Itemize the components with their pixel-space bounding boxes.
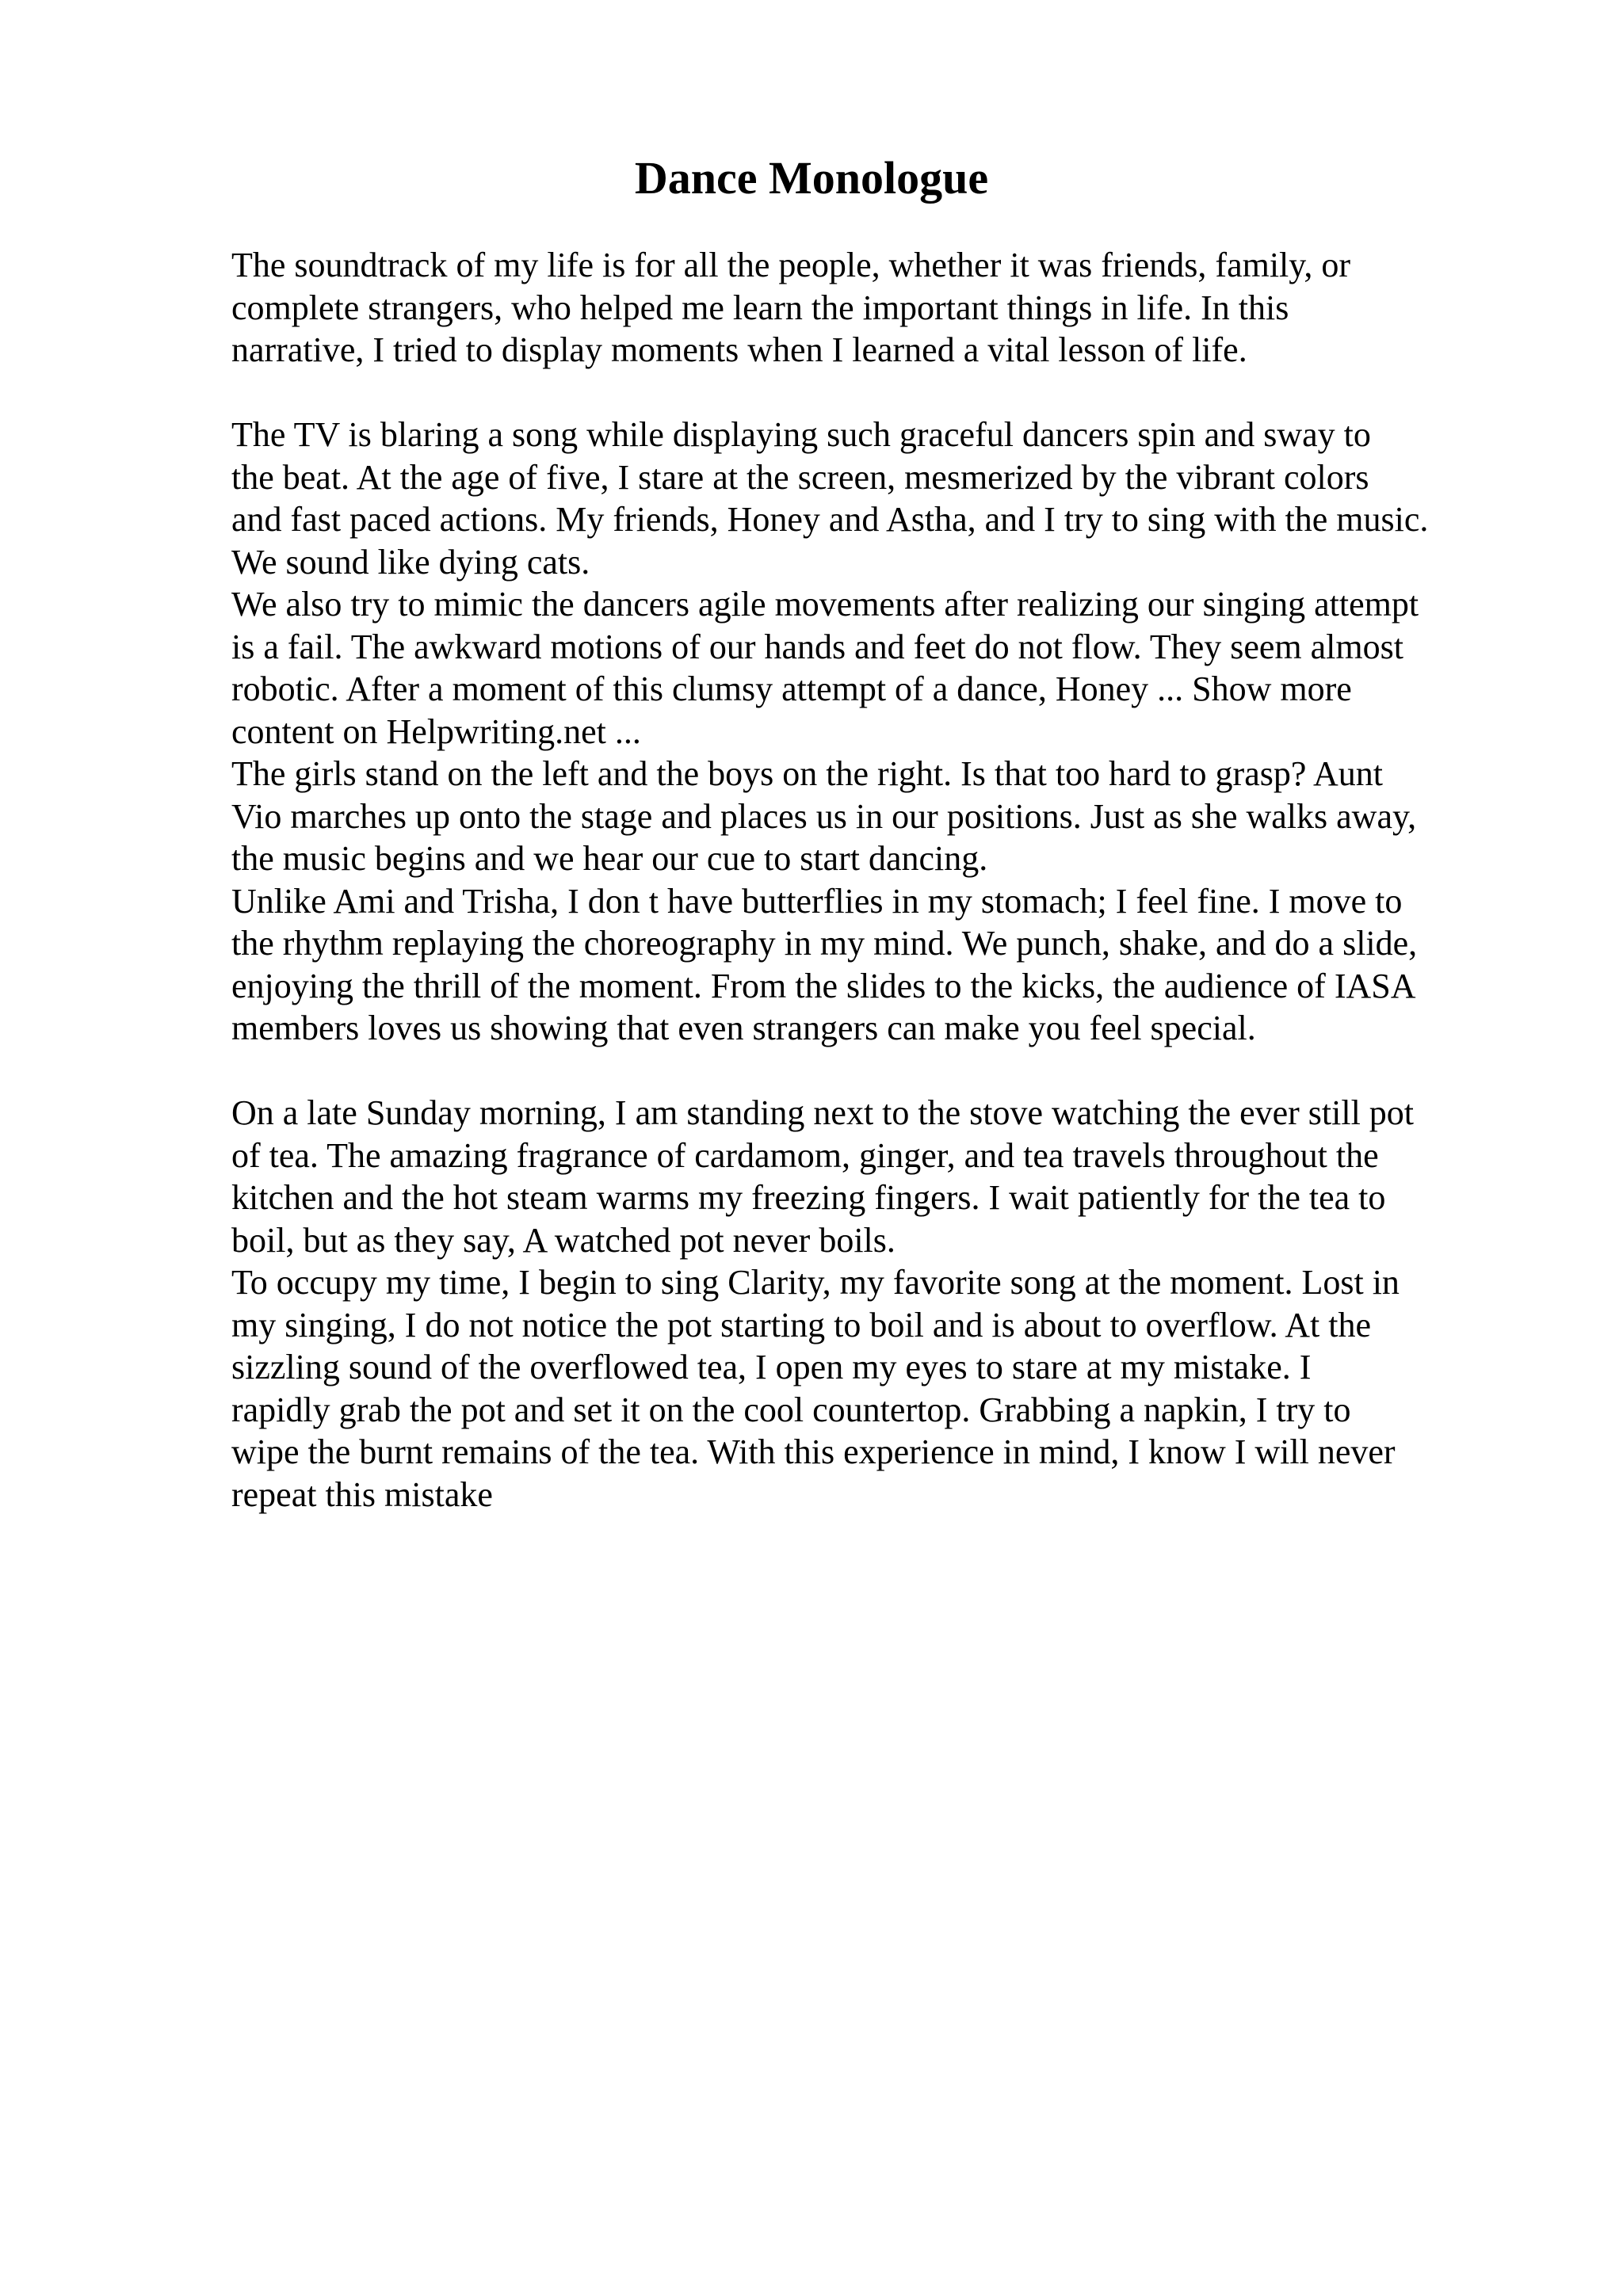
text-line: enjoying the thrill of the moment. From the slides to the kicks, the audience of IASA: [231, 966, 1416, 1005]
paragraph-gap: [231, 1050, 1515, 1093]
text-line: the rhythm replaying the choreography in my mind. We punch, shake, and do a slide,: [231, 924, 1418, 963]
text-line: of tea. The amazing fragrance of cardamom, ginger, and tea travels throughout the: [231, 1135, 1379, 1175]
text-line: On a late Sunday morning, I am standing next to the stove watching the ever still pot: [231, 1093, 1415, 1132]
text-line: The girls stand on the left and the boys on the right. Is that too hard to grasp? Aunt: [231, 754, 1383, 793]
text-line: The TV is blaring a song while displaying such graceful dancers spin and sway to: [231, 415, 1371, 454]
text-line: the music begins and we hear our cue to start dancing.: [231, 839, 988, 878]
text-line: wipe the burnt remains of the tea. With this experience in mind, I know I will never: [231, 1432, 1396, 1471]
text-line: and fast paced actions. My friends, Honey and Astha, and I try to sing with the music.: [231, 500, 1429, 539]
text-line: content on Helpwriting.net ...: [231, 711, 641, 751]
document-title: Dance Monologue: [634, 152, 989, 204]
text-line: rapidly grab the pot and set it on the cool countertop. Grabbing a napkin, I try to: [231, 1390, 1351, 1429]
text-line: the beat. At the age of five, I stare at the screen, mesmerized by the vibrant colors: [231, 457, 1369, 497]
text-line: members loves us showing that even strangers can make you feel special.: [231, 1009, 1256, 1047]
text-line: To occupy my time, I begin to sing Clarity, my favorite song at the moment. Lost in: [231, 1263, 1400, 1302]
text-line: sizzling sound of the overflowed tea, I open my eyes to stare at my mistake. I: [231, 1348, 1312, 1386]
text-line: is a fail. The awkward motions of our hands and feet do not flow. They seem almost: [231, 627, 1403, 666]
text-line: narrative, I tried to display moments when I learned a vital lesson of life.: [231, 330, 1247, 369]
document-body: [231, 244, 1515, 1516]
text-line: my singing, I do not notice the pot starting to boil and is about to overflow. At the: [231, 1305, 1371, 1344]
text-line: The soundtrack of my life is for all the people, whether it was friends, family, or: [231, 246, 1351, 284]
text-line: Vio marches up onto the stage and places us in our positions. Just as she walks away,: [231, 796, 1417, 836]
text-line: boil, but as they say, A watched pot never boils.: [231, 1220, 896, 1260]
text-line: kitchen and the hot steam warms my freezing fingers. I wait patiently for the tea to: [231, 1178, 1386, 1217]
text-line: We sound like dying cats.: [231, 542, 590, 582]
text-line: repeat this mistake: [231, 1474, 493, 1514]
text-line: robotic. After a moment of this clumsy attempt of a dance, Honey ... Show more: [231, 669, 1352, 708]
text-line: complete strangers, who helped me learn the important things in life. In this: [231, 288, 1289, 327]
text-line: Unlike Ami and Trisha, I don t have butterflies in my stomach; I feel fine. I move to: [231, 881, 1403, 921]
text-line: We also try to mimic the dancers agile movements after realizing our singing attempt: [231, 585, 1419, 624]
paragraph-gap: [231, 372, 1515, 414]
